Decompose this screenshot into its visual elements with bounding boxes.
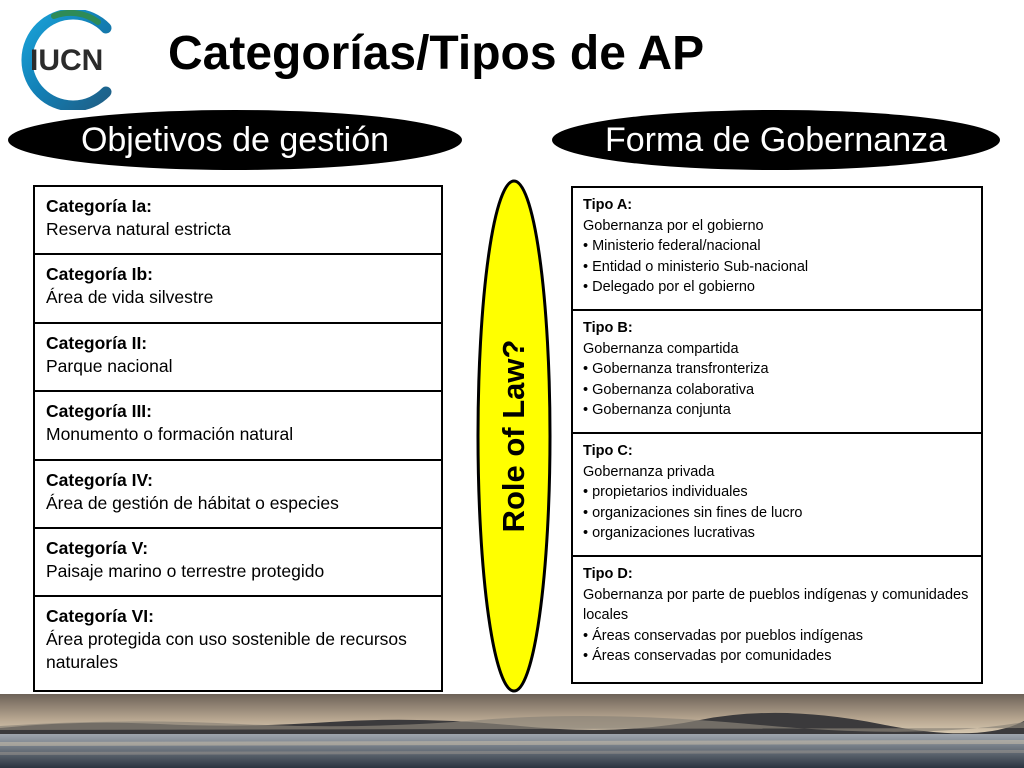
governance-row [573,434,981,557]
page-title: Categorías/Tipos de AP [168,27,705,80]
role-of-law-label: Role of Law? [496,339,531,533]
governance-line: • Gobernanza conjunta [583,402,731,418]
category-row [35,187,441,255]
governance-table [571,186,983,684]
category-desc: Área de vida silvestre [46,287,214,308]
governance-row [573,311,981,434]
category-title: Categoría Ib: [46,264,153,285]
category-row [35,324,441,392]
category-desc: Área protegida con uso sostenible de recursos naturales [46,629,407,673]
category-desc: Área de gestión de hábitat o especies [46,492,339,513]
category-desc: Reserva natural estricta [46,219,231,239]
governance-line: • Entidad o ministerio Sub-nacional [583,258,809,275]
governance-line: Gobernanza por el gobierno [583,217,764,234]
governance-line: • propietarios individuales [583,484,748,500]
categories-table [33,185,443,692]
category-title: Categoría III: [46,401,152,422]
governance-title: Tipo A: [583,197,633,213]
header-management-objectives: Objetivos de gestión [8,110,462,170]
governance-line: • Ministerio federal/nacional [583,238,761,254]
category-desc: Paisaje marino o terrestre protegido [46,560,325,581]
governance-title: Tipo C: [583,443,633,459]
governance-line: • Gobernanza colaborativa [583,381,755,398]
category-desc: Parque nacional [46,355,173,376]
category-row [35,529,441,597]
header-governance-form: Forma de Gobernanza [552,110,1000,170]
governance-line: • Delegado por el gobierno [583,279,755,295]
category-row [35,392,441,460]
category-title: Categoría V: [46,537,149,558]
logo-text: IUCN [30,44,104,77]
governance-line: • Áreas conservadas por comunidades [583,648,832,664]
category-title: Categoría Ia: [46,196,152,216]
governance-title: Tipo B: [583,320,633,336]
governance-line: Gobernanza privada [583,463,715,480]
category-row [35,597,441,690]
category-row [35,255,441,323]
governance-line: • organizaciones sin fines de lucro [583,504,803,521]
category-title: Categoría VI: [46,606,154,627]
governance-row [573,188,981,311]
governance-row [573,557,981,682]
governance-line: • organizaciones lucrativas [583,525,755,541]
category-title: Categoría II: [46,332,148,353]
category-row [35,461,441,529]
governance-line: Gobernanza por parte de pueblos indígenas y comunidades locales [583,586,969,623]
governance-line: • Áreas conservadas por pueblos indígenas [583,627,863,644]
governance-title: Tipo D: [583,566,633,582]
governance-line: • Gobernanza transfronteriza [583,361,769,377]
category-desc: Monumento o formación natural [46,424,294,445]
category-title: Categoría IV: [46,469,153,490]
landscape-banner [0,694,1024,768]
governance-line: Gobernanza compartida [583,340,739,357]
